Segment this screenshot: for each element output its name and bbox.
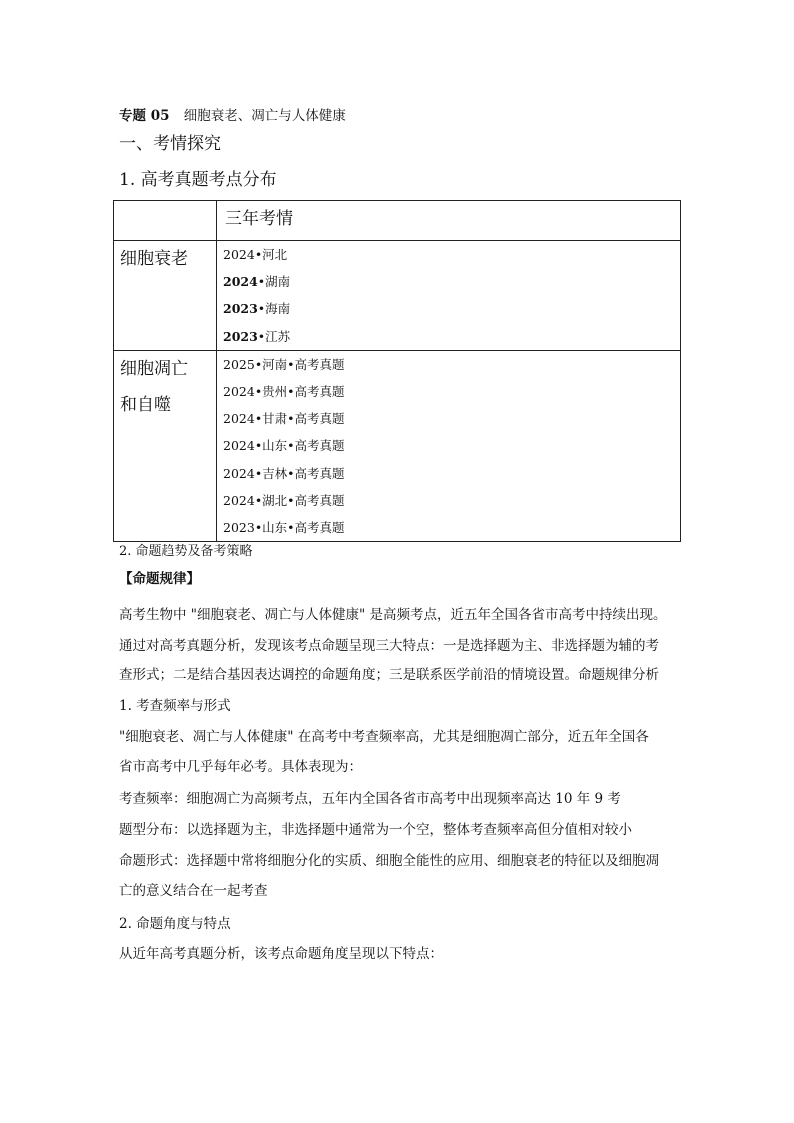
paragraph-line: 通过对高考真题分析，发现该考点命题呈现三大特点：一是选择题为主、非选择题为辅的考 (119, 638, 659, 654)
table-row (114, 241, 681, 351)
entry-item (223, 405, 680, 432)
entry-text: •吉林•高考真题 (254, 465, 345, 481)
point-heading: 1. 考查频率与形式 (119, 698, 231, 714)
topic-number: 专题 05 (119, 108, 170, 124)
entry-item (223, 268, 680, 295)
entry-text: •山东•高考真题 (254, 519, 345, 535)
entry-year: 2024 (223, 383, 255, 399)
col-header-cell: 三年考情 (217, 201, 681, 241)
entry-text: •河北 (254, 247, 288, 262)
rule-heading: 【命题规律】 (119, 571, 200, 587)
entry-year: 2024 (223, 274, 258, 290)
exam-distribution-table (113, 200, 681, 542)
table-header-row (114, 201, 681, 241)
entry-text: •湖北•高考真题 (254, 492, 345, 508)
paragraph-line: 命题形式：选择题中常将细胞分化的实质、细胞全能性的应用、细胞衰老的特征以及细胞凋 (119, 853, 659, 869)
entry-year: 2024 (223, 247, 255, 262)
entries-cell (217, 350, 681, 541)
section-heading-2: 1. 高考真题考点分布 (119, 170, 277, 190)
entry-item (223, 323, 680, 350)
paragraph-line: 省市高考中几乎每年必考。具体表现为： (119, 759, 362, 775)
entry-year: 2023 (223, 328, 258, 344)
entry-year: 2025 (223, 356, 255, 372)
paragraph-line: 查形式；二是结合基因表达调控的命题角度；三是联系医学前沿的情境设置。命题规律分析 (119, 667, 659, 683)
table-corner-cell (114, 201, 217, 241)
category-cell (114, 241, 217, 351)
subsection-heading: 2. 命题趋势及备考策略 (119, 544, 253, 559)
entry-text: •山东•高考真题 (254, 438, 345, 454)
category-label-line1: 细胞凋亡 (120, 358, 188, 379)
section-heading-1: 一、考情探究 (119, 134, 221, 154)
entry-year: 2023 (223, 519, 255, 535)
table-row (114, 350, 681, 541)
entry-text: •海南 (257, 301, 291, 317)
entry-year: 2024 (223, 465, 255, 481)
paragraph-line: 亡的意义结合在一起考查 (119, 883, 268, 899)
topic-name: 细胞衰老、凋亡与人体健康 (183, 108, 346, 124)
entry-year: 2024 (223, 492, 255, 508)
entry-item (223, 295, 680, 322)
entry-item (223, 241, 680, 268)
entry-text: •河南•高考真题 (254, 356, 345, 372)
category-cell (114, 350, 217, 541)
entry-text: •湖南 (257, 274, 291, 290)
entry-text: •江苏 (257, 328, 291, 344)
entry-item (223, 487, 680, 514)
entry-item (223, 378, 680, 405)
category-label: 细胞衰老 (120, 249, 188, 269)
entry-item (223, 514, 680, 541)
category-label-line2: 和自噬 (120, 394, 171, 415)
paragraph-line: 从近年高考真题分析，该考点命题角度呈现以下特点： (119, 946, 443, 962)
entry-text: •甘肃•高考真题 (254, 411, 345, 427)
paragraph-line: 题型分布：以选择题为主，非选择题中通常为一个空，整体考查频率高但分值相对较小 (119, 822, 632, 838)
paragraph-line: "细胞衰老、凋亡与人体健康" 在高考中考查频率高，尤其是细胞凋亡部分，近五年全国各 (119, 729, 649, 745)
entry-text: •贵州•高考真题 (254, 383, 345, 399)
entry-year: 2024 (223, 438, 255, 454)
entries-cell (217, 241, 681, 351)
entry-item (223, 460, 680, 487)
topic-title (119, 104, 346, 124)
paragraph-line: 考查频率：细胞凋亡为高频考点，五年内全国各省市高考中出现频率高达 10 年 9 考 (119, 791, 621, 807)
point-heading: 2. 命题角度与特点 (119, 916, 231, 932)
entry-year: 2023 (223, 301, 258, 317)
paragraph-line: 高考生物中 "细胞衰老、凋亡与人体健康" 是高频考点，近五年全国各省市高考中持续出现。 (119, 607, 667, 623)
entry-year: 2024 (223, 411, 255, 427)
entry-item (223, 432, 680, 459)
entry-item (223, 351, 680, 378)
